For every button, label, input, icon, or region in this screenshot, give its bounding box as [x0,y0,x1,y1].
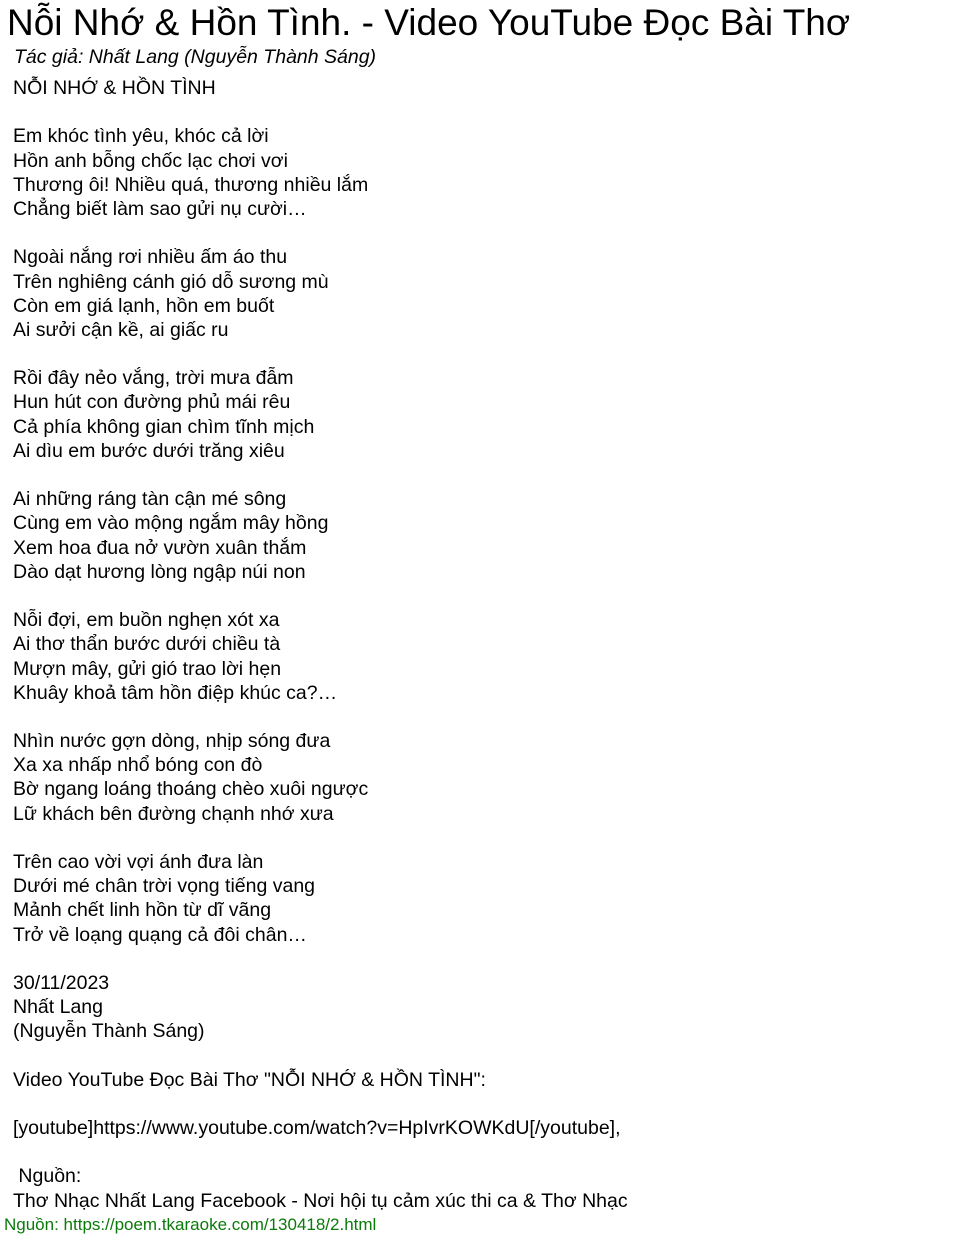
footer-source[interactable] [4,1214,376,1236]
poem-line: Ai những ráng tàn cận mé sông [13,488,287,511]
spacer [13,1044,963,1068]
poem-line: Em khóc tình yêu, khóc cả lời [13,125,269,148]
youtube-link[interactable]: [youtube]https://www.youtube.com/watch?v=HpIvrKOWKdU[/youtube], [13,1117,621,1140]
poem-line: Hồn anh bỗng chốc lạc chơi vơi [13,149,288,172]
stanza-gap [13,947,963,971]
poem-line: Lữ khách bên đường chạnh nhớ xưa [13,802,334,825]
page-title: Nỗi Nhớ & Hồn Tình. - Video YouTube Đọc Bài Thơ [7,2,851,43]
source-text: Thơ Nhạc Nhất Lang Facebook - Nơi hội tụ cảm xúc thi ca & Thơ Nhạc [13,1189,628,1212]
poem-line: Dưới mé chân trời vọng tiếng vang [13,875,316,898]
poem-line: Rồi đây nẻo vắng, trời mưa đẫm [13,367,294,390]
poem-line: Xa xa nhấp nhổ bóng con đò [13,754,263,777]
poem-line: Mảnh chết linh hồn từ dĩ vãng [13,899,272,922]
stanza-gap [13,221,963,245]
poem-line: Ai dìu em bước dưới trăng xiêu [13,439,285,462]
poem-line: Hun hút con đường phủ mái rêu [13,391,291,414]
poem-line: Chẳng biết làm sao gửi nụ cười… [13,197,307,220]
stanza-gap [13,342,963,366]
poem-line: Ngoài nắng rơi nhiều ấm áo thu [13,246,288,269]
poem-line: Khuây khoả tâm hồn điệp khúc ca?… [13,681,338,704]
poem-line: Ai sưởi cận kề, ai giấc ru [13,318,229,341]
poem-title: NỖI NHỚ & HỒN TÌNH [13,77,216,99]
poem-line: Nỗi đợi, em buồn nghẹn xót xa [13,609,280,632]
poem-body [13,76,963,1213]
author-line: Tác giả: Nhất Lang (Nguyễn Thành Sáng) [14,46,377,68]
poem-line: Nhìn nước gợn dòng, nhịp sóng đưa [13,730,331,753]
spacer [13,100,963,124]
spacer [13,1140,963,1164]
spacer [13,1092,963,1116]
stanza-gap [13,463,963,487]
stanza-gap [13,826,963,850]
poem-line: Dào dạt hương lòng ngập núi non [13,560,306,583]
poem-date: 30/11/2023 [13,971,110,994]
footer-source-text[interactable]: Nguồn: https://poem.tkaraoke.com/130418/2.html [4,1215,377,1234]
poem-line: Cùng em vào mộng ngắm mây hồng [13,512,329,535]
stanza-gap [13,705,963,729]
poem-line: Bờ ngang loáng thoáng chèo xuôi ngược [13,778,369,801]
poem-author-name: Nhất Lang [13,996,103,1019]
source-heading: Nguồn: [13,1165,82,1188]
poem-line: Trở về loạng quạng cả đôi chân… [13,923,307,946]
poem-line: Trên nghiêng cánh gió dỗ sương mù [13,270,329,293]
poem-line: Cả phía không gian chìm tĩnh mịch [13,415,315,438]
poem-author-fullname: (Nguyễn Thành Sáng) [13,1020,205,1043]
poem-stanzas [13,124,963,971]
poem-line: Còn em giá lạnh, hồn em buốt [13,294,275,317]
poem-line: Xem hoa đua nở vườn xuân thắm [13,536,307,559]
poem-line: Thương ôi! Nhiều quá, thương nhiều lắm [13,173,369,196]
video-label: Video YouTube Đọc Bài Thơ "NỖI NHỚ & HỒN TÌNH": [13,1068,486,1091]
poem-line: Ai thơ thẩn bước dưới chiều tà [13,633,281,656]
poem-line: Trên cao vời vợi ánh đưa làn [13,851,264,873]
stanza-gap [13,584,963,608]
poem-line: Mượn mây, gửi gió trao lời hẹn [13,657,282,680]
